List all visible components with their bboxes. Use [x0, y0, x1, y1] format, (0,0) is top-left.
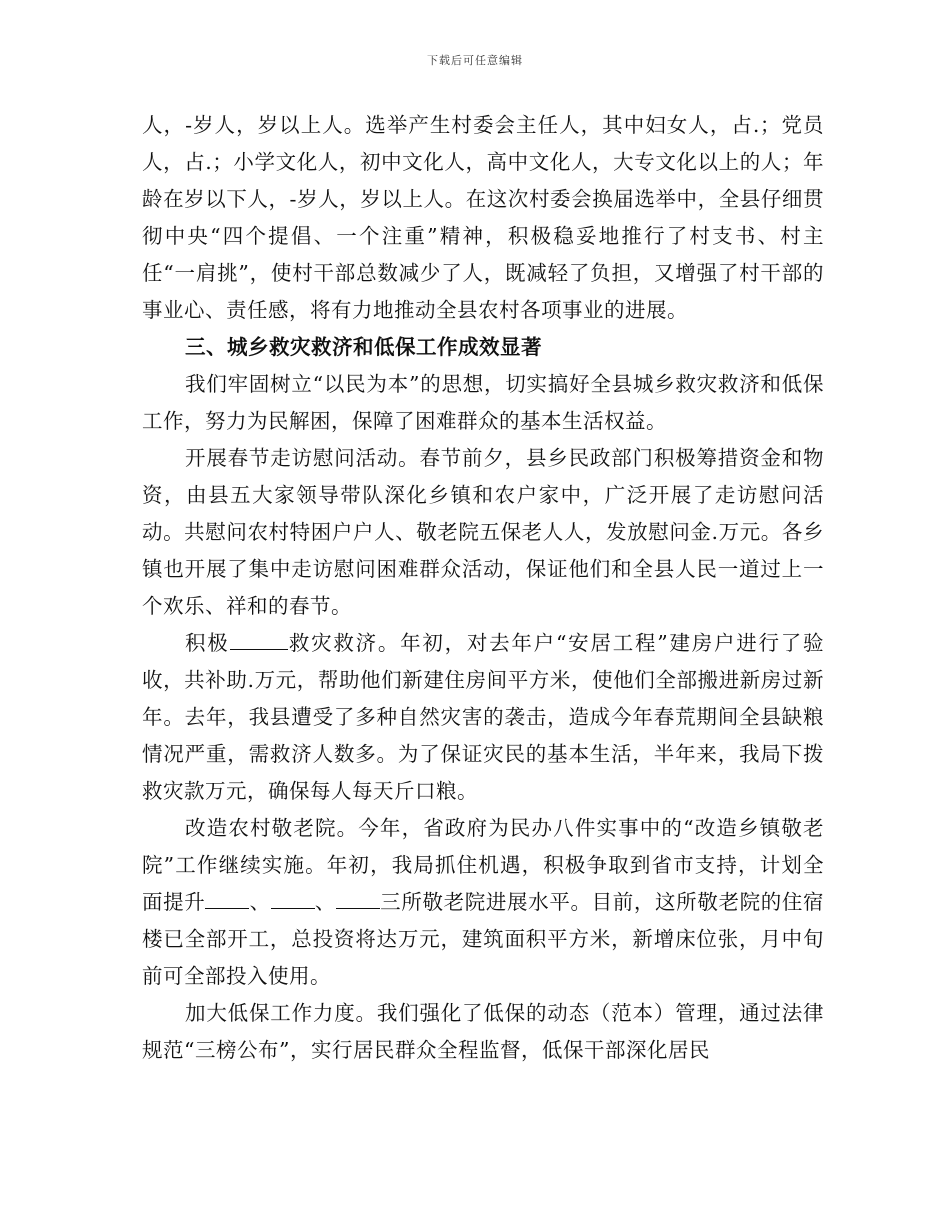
- blank-separator: 、: [249, 890, 271, 914]
- fill-in-blank: [271, 888, 315, 909]
- section-heading: 三、城乡救灾救济和低保工作成效显著: [185, 335, 543, 359]
- paragraph-intro: 我们牢固树立“以民为本”的思想，切实搞好全县城乡救灾救济和低保工作，努力为民解困，保障了困难群众的基本生活权益。: [142, 372, 824, 433]
- paragraph-low-income-support: 加大低保工作力度。我们强化了低保的动态（范本）管理，通过法律规范“三榜公布”，实行居民群众全程监督，低保干部深化居民: [142, 1001, 824, 1062]
- fill-in-blank: [205, 888, 249, 909]
- blank-separator: 、: [314, 890, 337, 914]
- paragraph-nursing-homes-start: 改造农村敬老院。今年，省政府为民办八件实事中的“改造乡镇敬老院”工作继续实施。年初，我局抓住机遇，积极争取到省市支持，计划全面提升: [142, 816, 824, 914]
- paragraph-disaster-relief: [142, 625, 824, 810]
- page-header: 下载后可任意编辑: [427, 54, 523, 67]
- fill-in-blank: [336, 888, 380, 909]
- paragraph-disaster-relief-rest: 救灾救济。年初，对去年户“安居工程”建房户进行了验收，共补助.万元，帮助他们新建住房间平方米，使他们全部搬进新房过新年。去年，我县遭受了多种自然灾害的袭击，造成今年春荒期间全县缺粮情况严重，需救济人数多。为了保证灾民的基本生活，半年来，我局下拨救灾款万元，确保每人每天斤口粮。: [142, 631, 825, 803]
- paragraph-disaster-relief-start: 积极: [185, 631, 230, 655]
- paragraph-nursing-homes: [142, 810, 824, 995]
- fill-in-blank: [230, 629, 288, 650]
- paragraph-nursing-homes-rest: 三所敬老院进展水平。目前，这所敬老院的住宿楼已全部开工，总投资将达万元，建筑面积平方米，新增床位张，月中旬前可全部投入使用。: [142, 890, 825, 988]
- paragraph-spring-festival: 开展春节走访慰问活动。春节前夕，县乡民政部门积极筹措资金和物资，由县五大家领导带队深化乡镇和农户家中，广泛开展了走访慰问活动。共慰问农村特困户户人、敬老院五保老人人，发放慰问金.万元。各乡镇也开展了集中走访慰问困难群众活动，保证他们和全县人民一道过上一个欢乐、祥和的春节。: [142, 446, 824, 618]
- document-body: [142, 107, 824, 1069]
- paragraph-election-results: 人，-岁人，岁以上人。选举产生村委会主任人，其中妇女人，占.；党员人，占.；小学文化人，初中文化人，高中文化人，大专文化以上的人；年龄在岁以下人，-岁人，岁以上人。在这次村委会换届选举中，全县仔细贯彻中央“四个提倡、一个注重”精神，积极稳妥地推行了村支书、村主任“一肩挑”，使村干部总数减少了人，既减轻了负担，又增强了村干部的事业心、责任感，将有力地推动全县农村各项事业的进展。: [142, 113, 824, 322]
